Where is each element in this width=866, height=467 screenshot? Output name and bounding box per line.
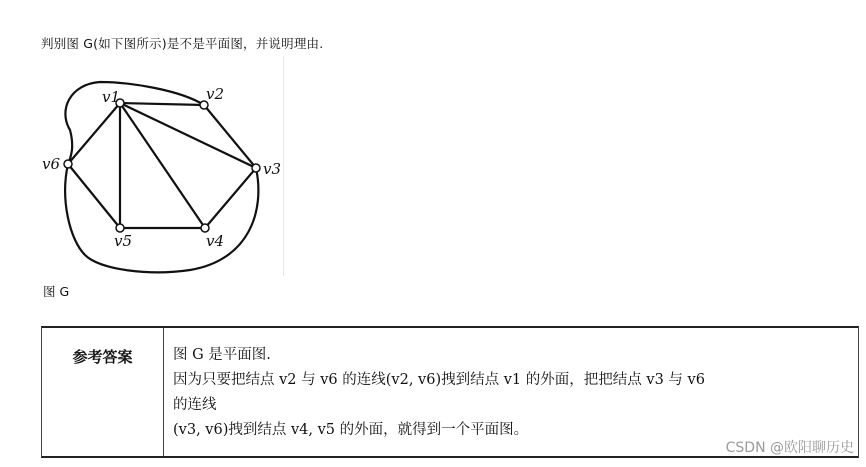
question-text: 判别图 G(如下图所示)是不是平面图，并说明理由. [41,36,324,51]
vertex-label-v4: v4 [206,232,225,250]
edge-v5-v6 [68,164,120,228]
edge-v1-v2 [120,103,204,105]
edge-v1-v6 [68,103,120,164]
answer-line: 图 G 是平面图. [173,347,271,363]
edge-v3-v6 [65,164,258,272]
edge-v2-v3 [204,105,256,168]
answer-line: 的连线 [173,397,217,413]
edge-v3-v4 [205,168,256,228]
vertex-label-v3: v3 [263,160,282,178]
vertex-v3 [252,164,260,172]
vertex-label-v2: v2 [206,85,225,103]
edge-v1-v3 [120,103,256,168]
answer-line: 因为只要把结点 v2 与 v6 的连线(v2, v6)拽到结点 v1 的外面，把把结点 v3 与 v6 [173,372,705,388]
vertex-label-v6: v6 [42,155,61,173]
answer-label: 参考答案 [42,328,164,456]
csdn-watermark: CSDN @欧阳聊历史 [725,440,854,456]
vertex-v6 [64,160,72,168]
graph-g-figure [30,70,290,280]
vertex-v5 [116,224,124,232]
answer-line: (v3, v6)拽到结点 v4, v5 的外面，就得到一个平面图。 [173,422,529,438]
vertex-v4 [201,224,209,232]
vertex-label-v1: v1 [102,88,121,106]
vertex-label-v5: v5 [114,232,133,250]
answer-body [173,343,844,443]
figure-caption: 图 G [43,284,70,299]
edge-v1-v4 [120,103,205,228]
